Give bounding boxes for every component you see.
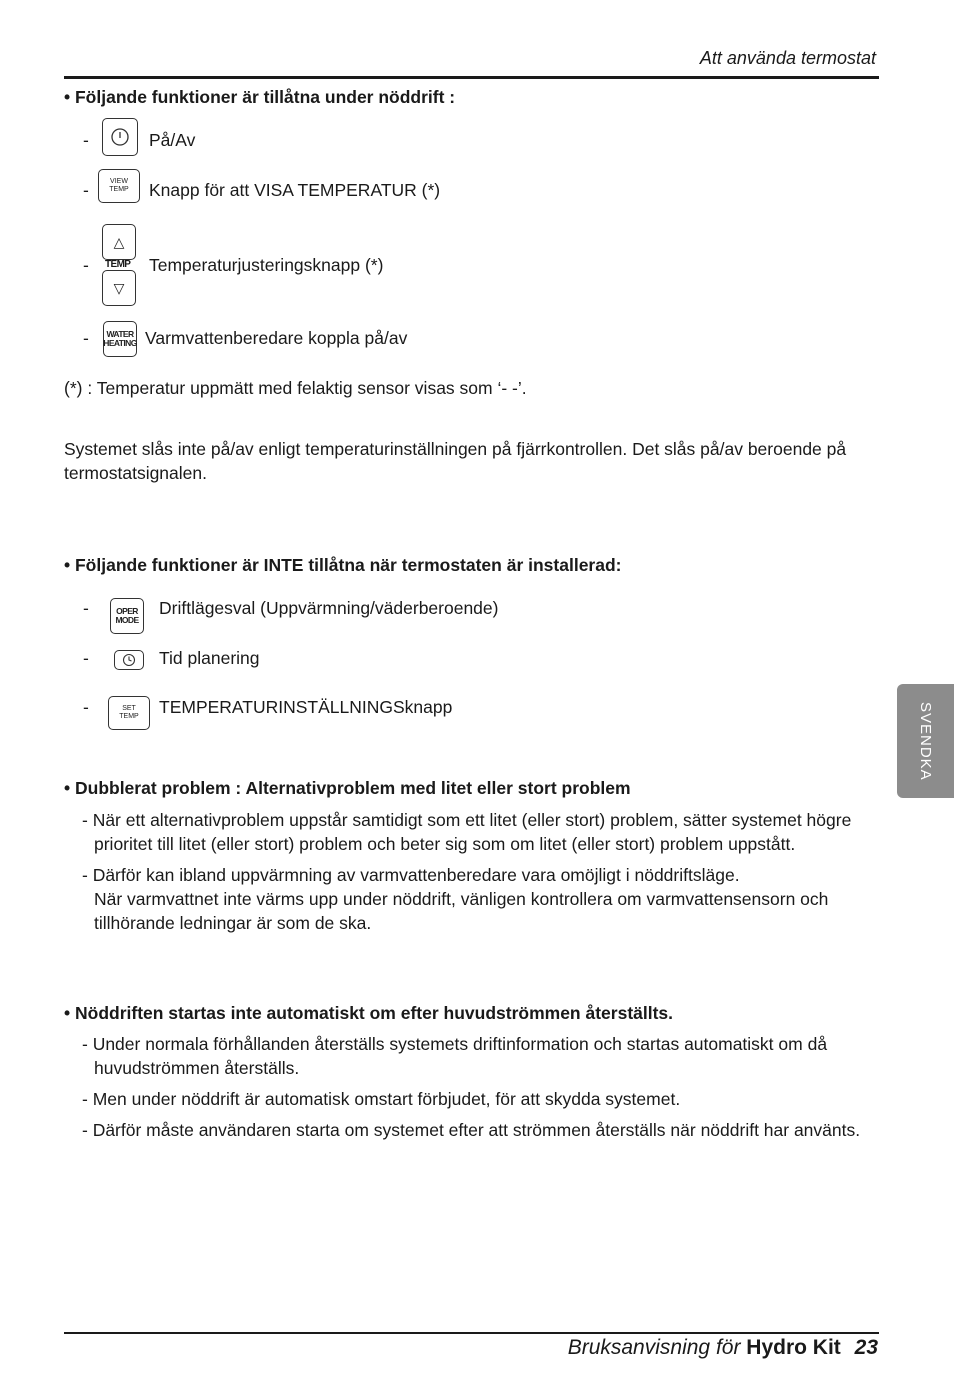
temp-down-icon: ▽ bbox=[102, 270, 136, 306]
section3-bullet-2: - Därför kan ibland uppvärmning av varmvattenberedare vara omöjligt i nöddriftsläge. bbox=[82, 865, 740, 885]
temp-up-icon: △ bbox=[102, 224, 136, 260]
section4-bullet-2: - Men under nöddrift är automatisk omstart förbjudet, för att skydda systemet. bbox=[82, 1089, 681, 1109]
footer bbox=[568, 1336, 878, 1360]
section4-bullet-3: - Därför måste användaren starta om systemet efter att strömmen återställs när nöddrift har använts. bbox=[82, 1120, 861, 1140]
page-number: 23 bbox=[854, 1336, 878, 1359]
set-temp-button-icon bbox=[108, 696, 150, 730]
oper-mode-bottom: MODE bbox=[115, 615, 139, 625]
oper-mode-top: OPER bbox=[116, 606, 138, 616]
header-title: Att använda termostat bbox=[699, 48, 876, 68]
side-tab-label: SVENDKA bbox=[917, 701, 934, 781]
footnote: (*) : Temperatur uppmätt med felaktig sensor visas som ‘- -’. bbox=[64, 378, 527, 398]
set-temp-top: SET bbox=[122, 705, 136, 712]
water-heating-label: Varmvattenberedare koppla på/av bbox=[145, 328, 408, 348]
set-temp-label: TEMPERATURINSTÄLLNINGSknapp bbox=[159, 697, 453, 717]
section3-bullet-2-cont: När varmvattnet inte värms upp under nöddrift, vänligen kontrollera om varmvattensensorn och tillhörande ledningar är som de ska. bbox=[94, 889, 829, 933]
section1-heading: • Följande funktioner är tillåtna under nöddrift : bbox=[64, 87, 456, 107]
footer-brand: Hydro Kit bbox=[746, 1336, 841, 1359]
section3-bullet-1: - När ett alternativproblem uppstår samtidigt som ett litet (eller stort) problem, sätter systemet högre prioritet till litet (eller stort) problem och beter sig som om litet (eller stort) problem uppstått. bbox=[82, 810, 852, 854]
header-rule bbox=[64, 76, 879, 79]
dash: - bbox=[83, 648, 89, 668]
view-temp-top: VIEW bbox=[110, 178, 128, 185]
section4-bullet-1: - Under normala förhållanden återställs systemets driftinformation och startas automatiskt om då huvudströmmen återställs. bbox=[82, 1034, 828, 1078]
dash: - bbox=[83, 255, 89, 275]
section2-heading: • Följande funktioner är INTE tillåtna när termostaten är installerad: bbox=[64, 555, 622, 575]
power-icon bbox=[110, 127, 130, 147]
dash: - bbox=[83, 697, 89, 717]
water-heating-top: WATER bbox=[106, 329, 134, 339]
water-heating-button-icon bbox=[103, 321, 137, 357]
clock-icon bbox=[122, 653, 136, 667]
temp-adjust-label-icon: TEMP bbox=[105, 259, 131, 270]
section3-heading: • Dubblerat problem : Alternativproblem med litet eller stort problem bbox=[64, 778, 631, 798]
view-temp-button-icon bbox=[98, 169, 140, 203]
section4-heading: • Nöddriften startas inte automatiskt om efter huvudströmmen återställts. bbox=[64, 1003, 674, 1023]
set-temp-bottom: TEMP bbox=[119, 713, 139, 720]
language-side-tab bbox=[897, 684, 954, 798]
dash: - bbox=[83, 328, 89, 348]
timer-button-icon bbox=[114, 650, 144, 670]
dash: - bbox=[83, 130, 89, 150]
power-button-icon bbox=[102, 118, 138, 156]
dash: - bbox=[83, 598, 89, 618]
view-temp-bottom: TEMP bbox=[109, 186, 129, 193]
footer-rule bbox=[64, 1332, 879, 1334]
footer-prefix: Bruksanvisning för bbox=[567, 1336, 741, 1359]
power-label: På/Av bbox=[149, 130, 196, 150]
view-temp-label: Knapp för att VISA TEMPERATUR (*) bbox=[149, 180, 441, 200]
temp-adjust-label: Temperaturjusteringsknapp (*) bbox=[149, 255, 384, 275]
thermostat-paragraph: Systemet slås inte på/av enligt temperaturinställningen på fjärrkontrollen. Det slås på/av beroende på termostatsignalen. bbox=[64, 439, 847, 483]
timer-label: Tid planering bbox=[159, 648, 260, 668]
dash: - bbox=[83, 180, 89, 200]
oper-mode-button-icon bbox=[110, 598, 144, 634]
water-heating-bottom: HEATING bbox=[103, 338, 137, 348]
oper-mode-label: Driftlägesval (Uppvärmning/väderberoende) bbox=[159, 598, 499, 618]
